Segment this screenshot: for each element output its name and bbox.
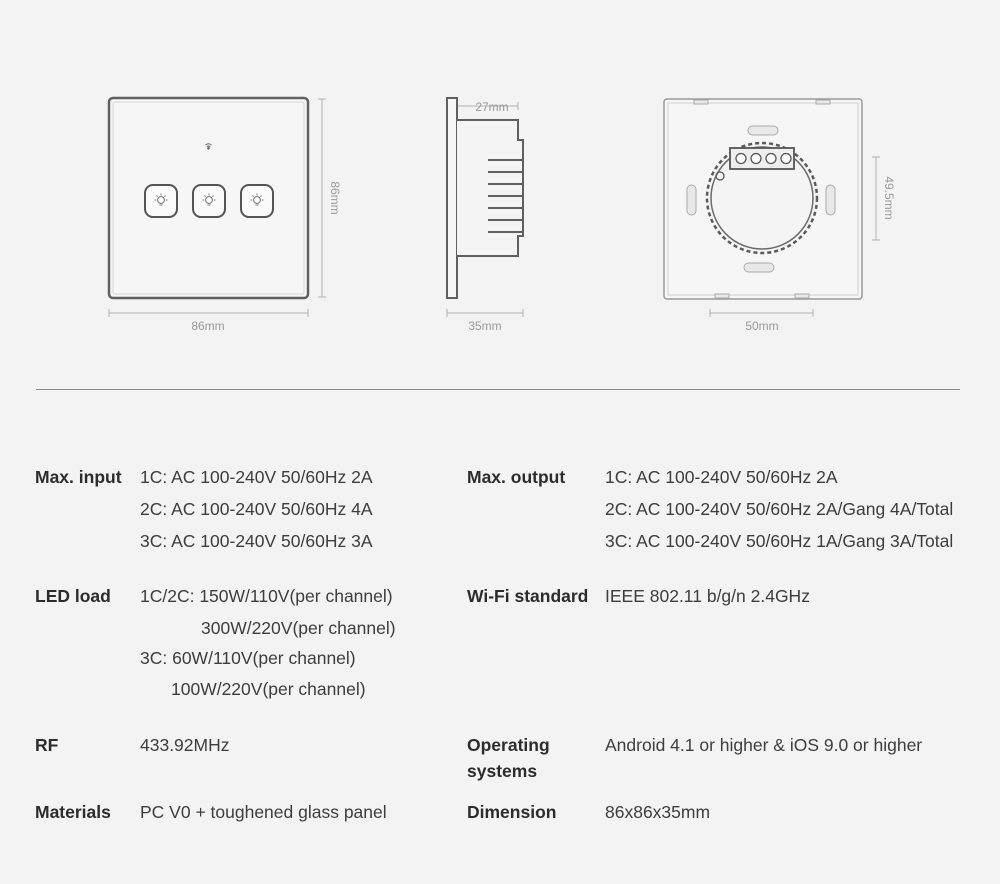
- touch-button-2: [193, 185, 225, 217]
- max-output-value-3: 3C: AC 100-240V 50/60Hz 1A/Gang 3A/Total: [605, 531, 954, 551]
- rf-value: 433.92MHz: [140, 735, 230, 755]
- operating-systems-value: Android 4.1 or higher & iOS 9.0 or higher: [605, 735, 923, 755]
- materials-value: PC V0 + toughened glass panel: [140, 802, 387, 822]
- max-input-value-2: 2C: AC 100-240V 50/60Hz 4A: [140, 499, 373, 519]
- led-load-value-3: 3C: 60W/110V(per channel): [140, 648, 356, 668]
- front-width-dimension-line: [109, 309, 308, 317]
- dimension-label: Dimension: [467, 802, 557, 822]
- side-view: [447, 98, 523, 333]
- wifi-standard-value: IEEE 802.11 b/g/n 2.4GHz: [605, 586, 810, 606]
- led-load-value-4: 100W/220V(per channel): [171, 679, 366, 699]
- front-width-label: 86mm: [191, 319, 225, 333]
- led-load-value-1: 1C/2C: 150W/110V(per channel): [140, 586, 393, 606]
- dimension-value: 86x86x35mm: [605, 802, 711, 822]
- operating-systems-label-line1: Operating: [467, 735, 550, 755]
- max-output-label: Max. output: [467, 467, 566, 487]
- section-divider: [36, 389, 960, 390]
- back-width-label: 50mm: [745, 319, 779, 333]
- side-top-label: 27mm: [475, 100, 509, 114]
- front-view: [109, 98, 342, 333]
- touch-button-3: [241, 185, 273, 217]
- side-panel: [447, 98, 457, 298]
- operating-systems-label-line2: systems: [467, 761, 538, 781]
- max-input-label: Max. input: [35, 467, 122, 487]
- max-output-value-1: 1C: AC 100-240V 50/60Hz 2A: [605, 467, 838, 487]
- materials-label: Materials: [35, 802, 111, 822]
- back-view: [664, 99, 896, 333]
- front-height-dimension-line: [318, 99, 326, 297]
- technical-drawings: [0, 0, 1000, 384]
- led-load-label: LED load: [35, 586, 111, 606]
- max-input-value-1: 1C: AC 100-240V 50/60Hz 2A: [140, 467, 373, 487]
- max-input-value-3: 3C: AC 100-240V 50/60Hz 3A: [140, 531, 373, 551]
- max-output-value-2: 2C: AC 100-240V 50/60Hz 2A/Gang 4A/Total: [605, 499, 954, 519]
- front-height-label: 86mm: [328, 181, 342, 215]
- led-load-value-2: 300W/220V(per channel): [201, 618, 396, 638]
- back-height-label: 49.5mm: [882, 176, 896, 220]
- side-bottom-label: 35mm: [468, 319, 502, 333]
- touch-button-1: [145, 185, 177, 217]
- rf-label: RF: [35, 735, 59, 755]
- wifi-standard-label: Wi-Fi standard: [467, 586, 589, 606]
